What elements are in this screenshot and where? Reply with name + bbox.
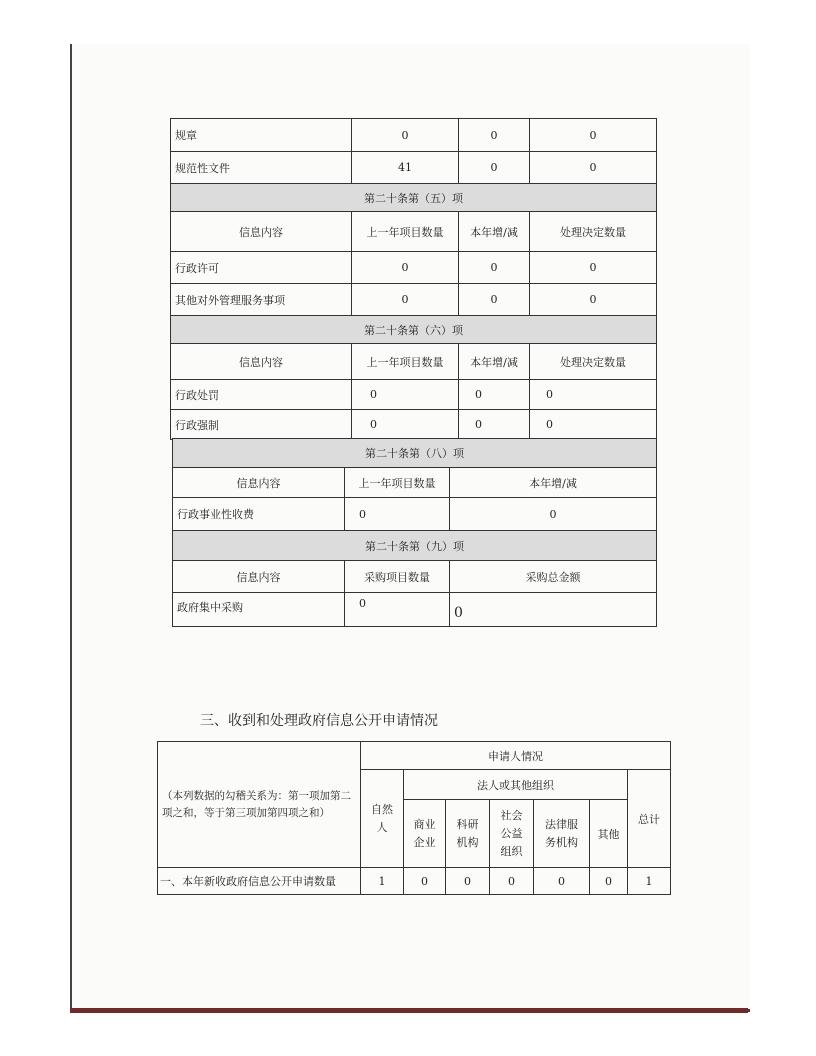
- note-cell: （本列数据的勾稽关系为：第一项加第二项之和，等于第三项加第四项之和）: [158, 742, 361, 868]
- sub-header: [534, 800, 590, 868]
- cell-value: 0: [459, 380, 530, 410]
- cell-value: 0: [352, 252, 459, 284]
- cell-value: 0: [530, 152, 657, 184]
- cell-value: 0: [404, 868, 446, 895]
- table-row: [173, 498, 657, 531]
- header-row: [171, 344, 657, 380]
- cell-value: 0: [530, 284, 657, 316]
- table-row: [173, 593, 657, 627]
- section-band: [173, 531, 657, 561]
- sub-header: [446, 800, 490, 868]
- section-band: [173, 439, 657, 468]
- header-label: 法律服务机构: [545, 817, 578, 849]
- column-header: 信息内容: [171, 212, 352, 252]
- cell-value: 0: [490, 868, 534, 895]
- section-3-title: 三、收到和处理政府信息公开申请情况: [200, 713, 438, 729]
- column-header: 信息内容: [173, 561, 345, 593]
- sub-header: [490, 800, 534, 868]
- column-header: 处理决定数量: [530, 212, 657, 252]
- table-row: [171, 119, 657, 152]
- row-label: 其他对外管理服务事项: [171, 284, 352, 316]
- section-title: 第二十条第（六）项: [171, 316, 657, 344]
- header-row: [158, 742, 671, 770]
- table-row: [171, 152, 657, 184]
- cell-value: 0: [530, 380, 657, 410]
- column-header: 本年增/减: [459, 212, 530, 252]
- cell-value: 0: [450, 593, 657, 627]
- column-header: 上一年项目数量: [352, 212, 459, 252]
- header-label: 社会公益组织: [500, 808, 523, 858]
- application-table: [157, 741, 671, 895]
- row-label: 行政处罚: [171, 380, 352, 410]
- row-label: 行政许可: [171, 252, 352, 284]
- header-label: 科研机构: [456, 817, 479, 849]
- cell-value: 0: [530, 410, 657, 440]
- header-row: [173, 561, 657, 593]
- row-label: 行政事业性收费: [173, 498, 345, 531]
- cell-value: 0: [590, 868, 628, 895]
- section-band: [171, 316, 657, 344]
- column-header: 采购项目数量: [345, 561, 450, 593]
- cell-value: 0: [352, 119, 459, 152]
- row-label: 政府集中采购: [173, 593, 345, 627]
- header-label: 自然人: [371, 802, 393, 834]
- row-label: 行政强制: [171, 410, 352, 440]
- column-header: 信息内容: [173, 468, 345, 498]
- table-row: [158, 868, 671, 895]
- column-header: 采购总金额: [450, 561, 657, 593]
- cell-value: 0: [352, 380, 459, 410]
- cell-value: 0: [459, 152, 530, 184]
- header-label: 商业企业: [413, 817, 436, 849]
- column-header: 信息内容: [171, 344, 352, 380]
- cell-value: 0: [534, 868, 590, 895]
- disclosure-table-lower: [172, 438, 657, 627]
- table-row: [171, 284, 657, 316]
- row-label: 一、本年新收政府信息公开申请数量: [158, 868, 361, 895]
- column-header: 处理决定数量: [530, 344, 657, 380]
- column-header: 上一年项目数量: [345, 468, 450, 498]
- cell-value: 0: [352, 284, 459, 316]
- cell-value: 1: [628, 868, 671, 895]
- table-row: [171, 380, 657, 410]
- table-row: [171, 410, 657, 440]
- total-header: 总计: [628, 770, 671, 868]
- cell-value: 0: [345, 498, 450, 531]
- row-label: 规范性文件: [171, 152, 352, 184]
- sub-header: [404, 800, 446, 868]
- paper-bottom-edge: [70, 1008, 748, 1013]
- cell-value: 0: [459, 410, 530, 440]
- applicant-header: 申请人情况: [361, 742, 671, 770]
- cell-value: 0: [352, 410, 459, 440]
- cell-value: 0: [459, 119, 530, 152]
- cell-value: 0: [450, 498, 657, 531]
- row-label: 规章: [171, 119, 352, 152]
- cell-value: 1: [361, 868, 404, 895]
- cell-value: 41: [352, 152, 459, 184]
- section-title: 第二十条第（八）项: [173, 439, 657, 468]
- disclosure-table-upper: [170, 118, 657, 440]
- legal-org-header: 法人或其他组织: [404, 770, 628, 800]
- cell-value: 0: [530, 252, 657, 284]
- cell-value: 0: [530, 119, 657, 152]
- section-title: 第二十条第（九）项: [173, 531, 657, 561]
- header-row: [173, 468, 657, 498]
- cell-value: 0: [459, 252, 530, 284]
- column-header: 本年增/减: [450, 468, 657, 498]
- header-row: [171, 212, 657, 252]
- cell-value: 0: [446, 868, 490, 895]
- column-header: 上一年项目数量: [352, 344, 459, 380]
- column-header: 本年增/减: [459, 344, 530, 380]
- sub-header: 其他: [590, 800, 628, 868]
- cell-value: 0: [345, 593, 450, 627]
- table-row: [171, 252, 657, 284]
- natural-person-header: [361, 770, 404, 868]
- cell-value: 0: [459, 284, 530, 316]
- section-band: [171, 184, 657, 212]
- section-title: 第二十条第（五）项: [171, 184, 657, 212]
